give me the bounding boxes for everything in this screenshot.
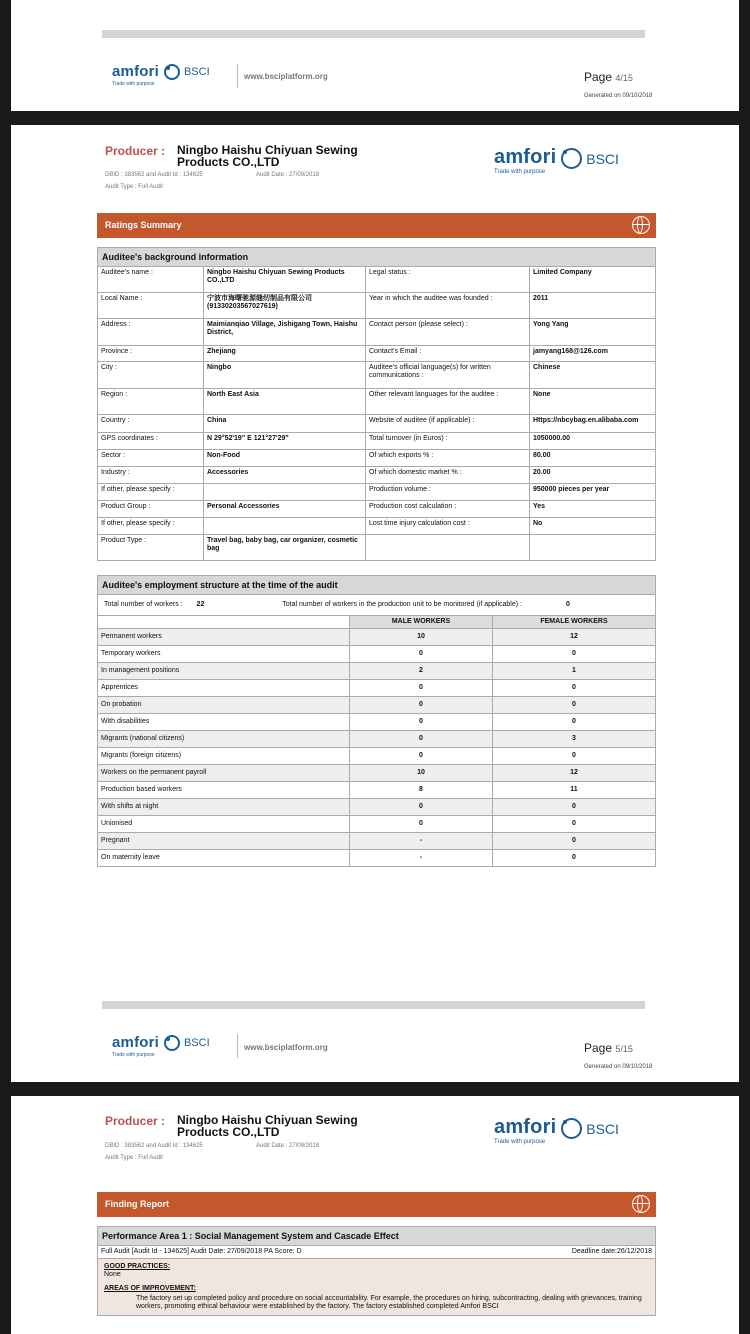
worker-category: On probation [98,697,350,714]
male-count: 0 [350,646,493,663]
background-row [98,535,656,561]
field-value: Zhejiang [204,346,366,362]
field-value: Accessories [204,467,366,484]
worker-category: With shifts at night [98,799,350,816]
female-count: 0 [493,680,656,697]
field-value: N 29°52'19" E 121°27'29" [204,433,366,450]
female-count: 0 [493,799,656,816]
male-count: 8 [350,782,493,799]
worker-category: On maternity leave [98,850,350,867]
female-count: 0 [493,748,656,765]
employment-row [98,850,656,867]
background-row [98,389,656,415]
field-value: 1050000.00 [530,433,656,450]
employment-row [98,799,656,816]
field-label: Other relevant languages for the auditee : [366,389,530,415]
field-label: Of which exports % : [366,450,530,467]
field-label: Auditee's name : [98,267,204,293]
field-value: 宁波市海曙驰源缝纫制品有限公司 (91330203567027619) [204,293,366,319]
field-label: Website of auditee (if applicable) : [366,415,530,433]
field-value: Yong Yang [530,319,656,346]
male-count: 0 [350,680,493,697]
audit-ids: DBID : 383562 and Audit Id : 134625 [105,172,203,178]
logo-rings-icon [164,1035,180,1051]
globe-icon [632,216,650,234]
total-workers-row: Total number of workers : 22 Total number of workers in the production unit to be monitored (if applicable) : 0 [98,595,656,616]
employment-row [98,697,656,714]
field-value: 950000 pieces per year [530,484,656,501]
field-value: China [204,415,366,433]
field-value: Maimianqiao Village, Jishigang Town, Haishu District, [204,319,366,346]
field-label: GPS coordinates : [98,433,204,450]
field-label: Total turnover (in Euros) : [366,433,530,450]
field-value [530,535,656,561]
field-label: City : [98,362,204,389]
male-count: 10 [350,765,493,782]
field-value: Https://nbcybag.en.alibaba.com [530,415,656,433]
page-4-footer [11,0,739,111]
background-table [97,247,656,561]
worker-category: Unionised [98,816,350,833]
worker-category: Temporary workers [98,646,350,663]
page-number: Page 4/15 [584,70,633,84]
employment-title: Auditee's employment structure at the time of the audit [98,576,656,595]
worker-category: Migrants (foreign citizens) [98,748,350,765]
field-value: 2011 [530,293,656,319]
field-value: No [530,518,656,535]
worker-category: Migrants (national citizens) [98,731,350,748]
audit-date: Audit Date : 27/09/2018 [256,172,320,178]
field-value: jamyang168@126.com [530,346,656,362]
generated-date: Generated on 09/10/2018 [584,1064,653,1070]
field-value: Chinese [530,362,656,389]
field-value: Personal Accessories [204,501,366,518]
female-count: 3 [493,731,656,748]
background-row [98,484,656,501]
audit-line: Full Audit [Audit Id - 134625] Audit Date: 27/09/2018 PA Score: D [98,1246,498,1259]
producer-label: Producer : [105,1114,166,1128]
employment-row [98,765,656,782]
field-label: If other, please specify : [98,484,204,501]
background-row [98,346,656,362]
background-row [98,518,656,535]
female-count: 0 [493,850,656,867]
field-value: Non-Food [204,450,366,467]
employment-table [97,575,656,867]
employment-row [98,663,656,680]
field-label: Contact person (please select) : [366,319,530,346]
field-value: None [530,389,656,415]
logo-rings-icon [561,1118,582,1139]
background-row [98,450,656,467]
website-link[interactable]: www.bsciplatform.org [244,1043,328,1052]
background-row [98,433,656,450]
worker-category: Pregnant [98,833,350,850]
field-value [204,518,366,535]
employment-row [98,731,656,748]
employment-row [98,680,656,697]
field-label: Contact's Email : [366,346,530,362]
female-count: 0 [493,697,656,714]
female-count: 11 [493,782,656,799]
female-count: 0 [493,714,656,731]
field-value [204,484,366,501]
female-count: 12 [493,765,656,782]
performance-area-title: Performance Area 1 : Social Management System and Cascade Effect [98,1227,656,1246]
field-label: Country : [98,415,204,433]
worker-category: Permanent workers [98,629,350,646]
background-row [98,362,656,389]
amfori-logo: amfori BSCI Trade with purpose [494,146,619,176]
male-count: - [350,833,493,850]
employment-row [98,782,656,799]
field-label: Local Name : [98,293,204,319]
field-value: 80.00 [530,450,656,467]
field-label: Region : [98,389,204,415]
male-count: 10 [350,629,493,646]
background-row [98,467,656,484]
field-value: North East Asia [204,389,366,415]
divider [237,64,238,88]
logo-rings-icon [561,148,582,169]
employment-row [98,816,656,833]
female-count: 1 [493,663,656,680]
deadline: Deadline date:26/12/2018 [498,1246,656,1259]
field-label: Auditee's official language(s) for written communications : [366,362,530,389]
male-count: 0 [350,731,493,748]
page-5 [11,125,739,1082]
male-count: - [350,850,493,867]
field-label: Year in which the auditee was founded : [366,293,530,319]
female-count: 12 [493,629,656,646]
generated-date: Generated on 09/10/2018 [584,93,653,99]
female-count: 0 [493,816,656,833]
background-row [98,501,656,518]
field-label: Of which domestic market % : [366,467,530,484]
divider [237,1034,238,1058]
male-count: 0 [350,799,493,816]
ratings-summary-bar: Ratings Summary [97,213,656,238]
field-label: Production cost calculation : [366,501,530,518]
female-count: 0 [493,833,656,850]
audit-ids: DBID : 383562 and Audit Id : 134625 [105,1143,203,1149]
audit-date: Audit Date : 27/09/2018 [256,1143,320,1149]
male-header: MALE WORKERS [350,616,493,629]
good-practices: GOOD PRACTICES: None AREAS OF IMPROVEMENT: The factory set up completed policy and procedure on social accountability. For example, the procedures on hiring, subcontracting, dealing with grievances, training workers, promoting ethical behaviour were established by the factory. The factory established completed Amfori BSCI [98,1259,656,1316]
producer-name: Ningbo Haishu Chiyuan Sewing Products CO.,LTD [177,1113,358,1139]
employment-row [98,833,656,850]
audit-type: Audit Type : Full Audit [105,1155,163,1161]
employment-row [98,629,656,646]
worker-category: With disabilities [98,714,350,731]
field-value: Yes [530,501,656,518]
field-label: Sector : [98,450,204,467]
finding-table [97,1226,656,1316]
male-count: 0 [350,697,493,714]
field-label: Product Type : [98,535,204,561]
worker-category: Production based workers [98,782,350,799]
employment-row [98,748,656,765]
employment-row [98,646,656,663]
globe-icon [632,1195,650,1213]
male-count: 2 [350,663,493,680]
field-label: Production volume : [366,484,530,501]
male-count: 0 [350,714,493,731]
page-number: Page 5/15 [584,1041,633,1055]
background-row [98,415,656,433]
amfori-logo: amfori BSCI Trade with purpose [494,1116,619,1146]
field-value: Limited Company [530,267,656,293]
worker-category: Apprentices [98,680,350,697]
field-value: Ningbo Haishu Chiyuan Sewing Products CO.,LTD [204,267,366,293]
background-title: Auditee's background information [98,248,656,267]
website-link[interactable]: www.bsciplatform.org [244,72,328,81]
female-count: 0 [493,646,656,663]
field-label: Province : [98,346,204,362]
male-count: 0 [350,816,493,833]
field-label: Industry : [98,467,204,484]
field-label: Product Group : [98,501,204,518]
gray-bar [102,30,645,38]
worker-category: In management positions [98,663,350,680]
female-header: FEMALE WORKERS [493,616,656,629]
page-6 [11,1096,739,1334]
field-label: If other, please specify : [98,518,204,535]
producer-name: Ningbo Haishu Chiyuan Sewing Products CO.,LTD [177,143,358,169]
producer-label: Producer : [105,144,166,158]
field-value: Ningbo [204,362,366,389]
logo-rings-icon [164,64,180,80]
field-label: Lost time injury calculation cost : [366,518,530,535]
field-label: Legal status : [366,267,530,293]
background-row [98,319,656,346]
finding-report-bar: Finding Report [97,1192,656,1217]
field-label: Address : [98,319,204,346]
background-row [98,293,656,319]
employment-row [98,714,656,731]
audit-type: Audit Type : Full Audit [105,184,163,190]
field-value: 20.00 [530,467,656,484]
amfori-logo: amfori BSCI Trade with purpose [112,63,210,87]
gray-bar [102,1001,645,1009]
worker-category: Workers on the permanent payroll [98,765,350,782]
amfori-logo: amfori BSCI Trade with purpose [112,1034,210,1058]
background-row [98,267,656,293]
field-label [366,535,530,561]
male-count: 0 [350,748,493,765]
field-value: Travel bag, baby bag, car organizer, cosmetic bag [204,535,366,561]
